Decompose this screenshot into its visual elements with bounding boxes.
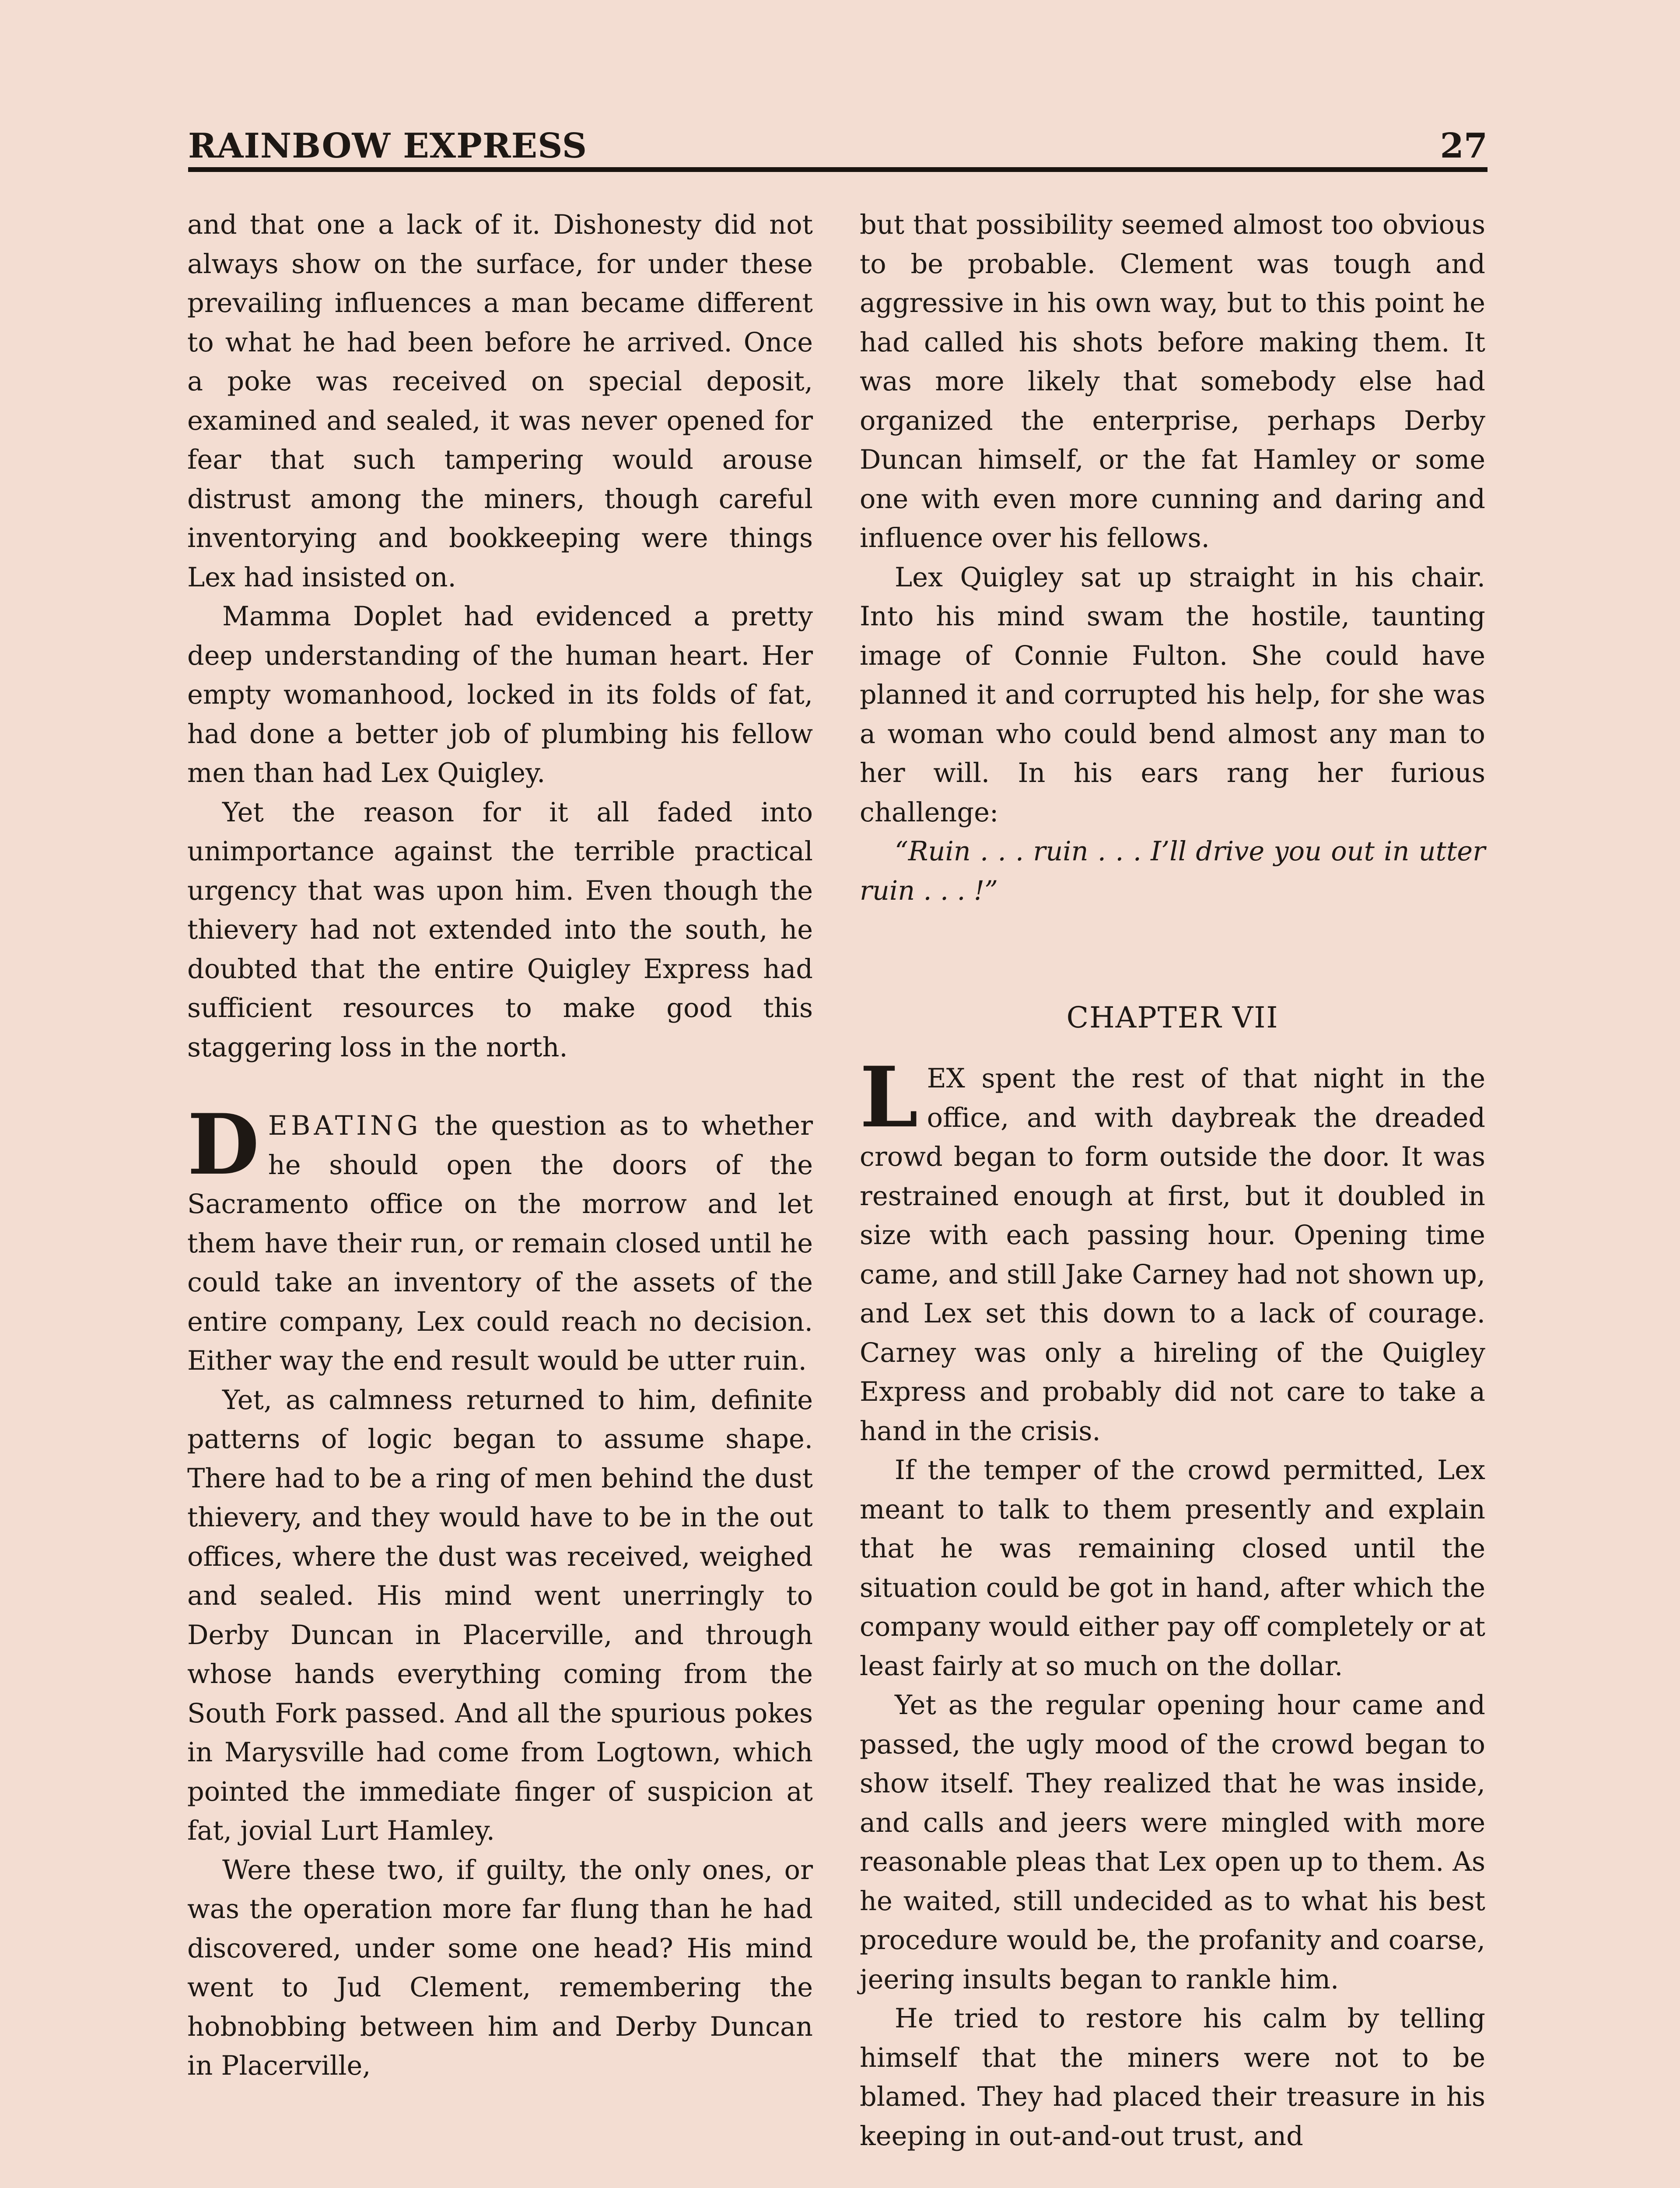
quotation: “Ruin . . . ruin . . . I’ll drive you out in utter ruin . . . !” (860, 836, 1485, 906)
page-header (188, 123, 1488, 172)
running-title: RAINBOW EXPRESS (188, 126, 588, 166)
paragraph: Yet the reason for it all faded into unimportance against the terrible practical urgency that was upon him. Even though the thievery had not extended into the south, he doubted that the entire Quigley Express had sufficient resources to make good this staggering loss in the north. (187, 797, 813, 1063)
paragraph-text: spent the rest of that night in the office, and with daybreak the dreaded crowd began to form outside the door. It was restrained enough at first, but it doubled in size with each passing hour. Opening time came, and still Jake Carney had not shown up, and Lex set this down to a lack of courage. Carney was only a hireling of the Quigley Express and probably did not care to take a hand in the crisis. (860, 1063, 1485, 1447)
paragraph-text: the question as to whether he should open the doors of the Sacramento office on the morrow and let them have their run, or remain closed until he could take an inventory of the assets of the entire company, Lex could reach no decision. Either way the end result would be utter ruin. (187, 1111, 813, 1376)
paragraph: but that possibility seemed almost too obvious to be probable. Clement was tough and aggressive in his own way, but to this point he had called his shots before making them. It was more likely that somebody else had organized the enterprise, perhaps Derby Duncan himself, or the fat Hamley or some one with even more cunning and daring and influence over his fellows. (860, 210, 1485, 554)
section-break (187, 1067, 813, 1107)
drop-cap: D (187, 1096, 259, 1193)
paragraph: Mamma Doplet had evidenced a pretty deep understanding of the human heart. Her empty womanhood, locked in its folds of fat, had done a better job of plumbing his fellow men than had Lex Quigley. (187, 601, 813, 789)
paragraph: If the temper of the crowd permitted, Lex meant to talk to them presently and explain that he was remaining closed until the situation could be got in hand, after which the company would either pay off completely or at least fairly at so much on the dollar. (860, 1455, 1485, 1682)
paragraph: and that one a lack of it. Dishonesty did not always show on the surface, for under these prevailing influences a man became different to what he had been before he arrived. Once a poke was received on special deposit, examined and sealed, it was never opened for fear that such tampering would arouse distrust among the miners, though careful inventorying and bookkeeping were things Lex had insisted on. (187, 210, 813, 593)
left-column (187, 206, 813, 2086)
page-number: 27 (1440, 126, 1488, 166)
paragraph: He tried to restore his calm by telling himself that the miners were not to be blamed. They had placed their treasure in his keeping in out-and-out trust, and (860, 2003, 1485, 2152)
paragraph: Yet, as calmness returned to him, definite patterns of logic began to assume shape. There had to be a ring of men behind the dust thievery, and they would have to be in the out offices, where the dust was received, weighed and sealed. His mind went unerringly to Derby Duncan in Placerville, and through whose hands everything coming from the South Fork passed. And all the spurious pokes in Marysville had come from Logtown, which pointed the immediate finger of suspicion at fat, jovial Lurt Hamley. (187, 1385, 813, 1846)
lead-in-caps: EBATING (268, 1111, 422, 1141)
paragraph-dropcap (860, 1048, 1485, 1451)
chapter-heading: CHAPTER VII (1066, 1001, 1279, 1034)
drop-cap: L (860, 1048, 918, 1146)
paragraph: Yet as the regular opening hour came and passed, the ugly mood of the crowd began to show itself. They realized that he was inside, and calls and jeers were mingled with more reasonable pleas that Lex open up to them. As he waited, still undecided as to what his best procedure would be, the profanity and coarse, jeering insults began to rankle him. (860, 1690, 1485, 1995)
lead-in-caps: EX (927, 1063, 965, 1094)
right-column (860, 206, 1485, 2156)
paragraph: Lex Quigley sat up straight in his chair. Into his mind swam the hostile, taunting image of Connie Fulton. She could have planned it and corrupted his help, for she was a woman who could bend almost any man to her will. In his ears rang her furious challenge: (860, 562, 1485, 828)
paragraph-dropcap (187, 1096, 813, 1381)
paragraph: Were these two, if guilty, the only ones, or was the operation more far flung than he had discovered, under some one head? His mind went to Jud Clement, remembering the hobnobbing between him and Derby Duncan in Placerville, (187, 1855, 813, 2081)
